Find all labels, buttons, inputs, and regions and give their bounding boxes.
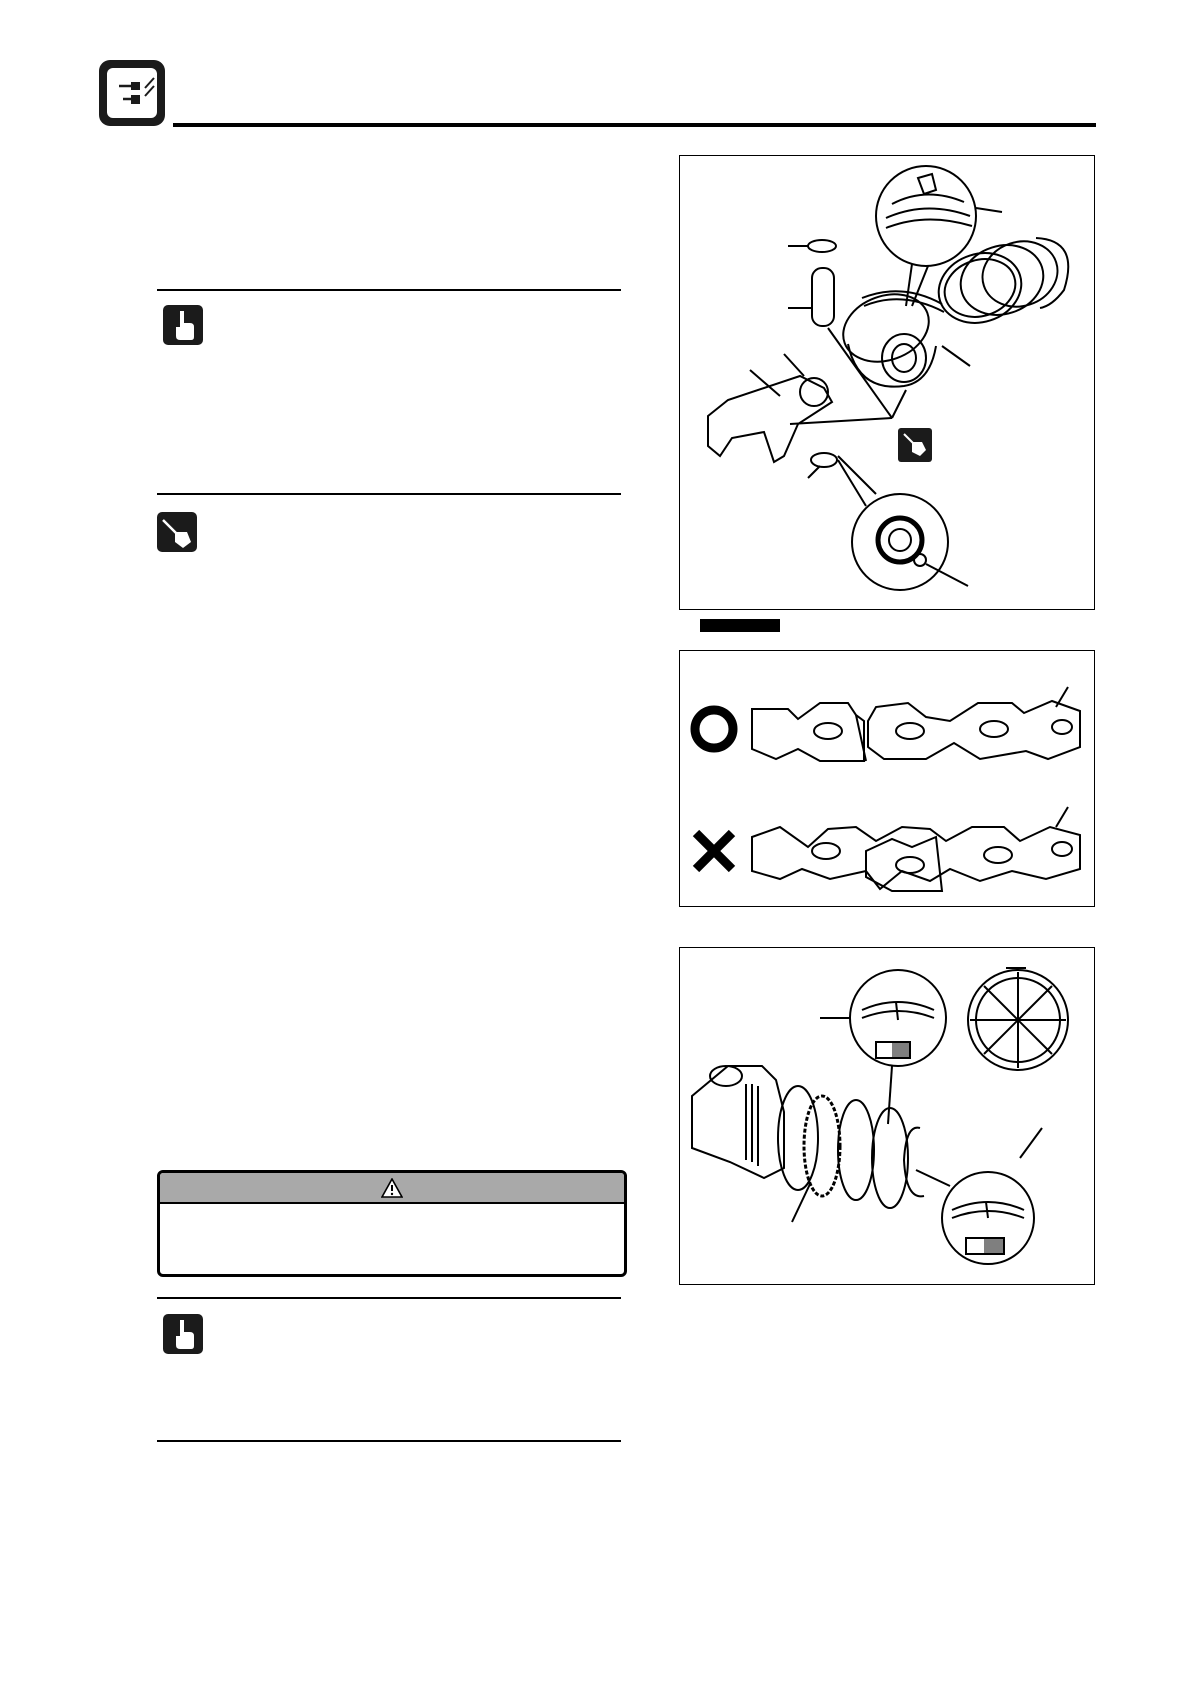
note-icon-box (163, 1314, 203, 1354)
figure-piston-assembly (679, 155, 1095, 610)
ring-install-drawing (680, 948, 1094, 1284)
ring-gap-compare-drawing (680, 651, 1094, 906)
warning-box (157, 1170, 627, 1277)
figure-label-bar (700, 619, 780, 632)
piston-assembly-drawing (680, 156, 1094, 609)
finger-pointer-icon (163, 1314, 203, 1354)
lubricate-icon-box (157, 512, 197, 552)
warning-header-bar (160, 1173, 624, 1204)
header-section-icon (99, 60, 165, 126)
section-divider (157, 493, 621, 495)
oil-can-icon (157, 512, 197, 552)
finger-pointer-icon (163, 305, 203, 345)
section-divider (157, 289, 621, 291)
figure-ring-install (679, 947, 1095, 1285)
warning-triangle-icon (381, 1178, 403, 1198)
figure-ring-gap-compare (679, 650, 1095, 907)
correct-mark-icon (695, 710, 733, 748)
incorrect-mark-icon (696, 833, 732, 869)
engine-disassembly-icon (99, 60, 165, 126)
section-divider (157, 1440, 621, 1442)
section-divider (157, 1297, 621, 1299)
header-rule (173, 123, 1096, 127)
note-icon-box (163, 305, 203, 345)
